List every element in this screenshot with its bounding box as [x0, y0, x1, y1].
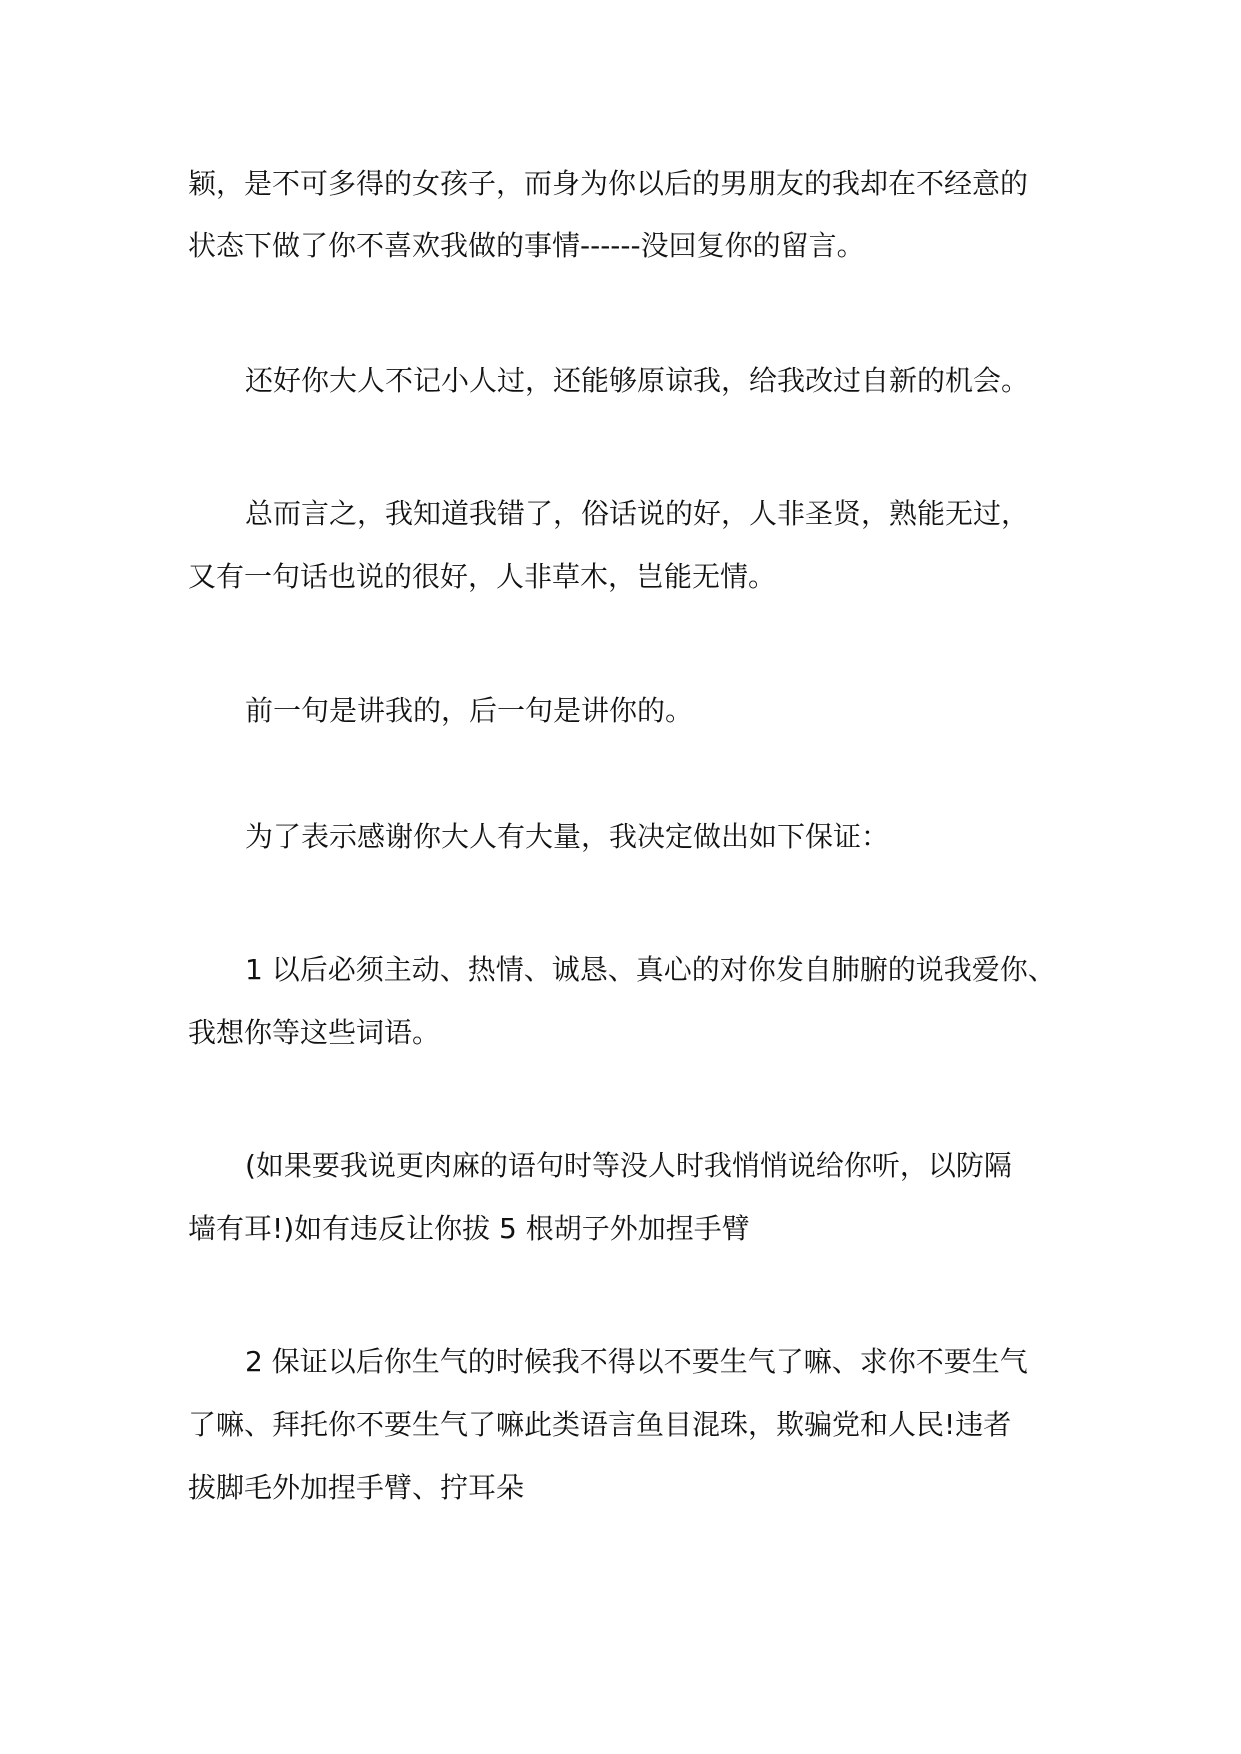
paragraph-5-line-1: 为了表示感谢你大人有大量，我决定做出如下保证： [245, 820, 890, 853]
paragraph-8-line-1: 2 保证以后你生气的时候我不得以不要生气了嘛、求你不要生气 [245, 1345, 1028, 1378]
paragraph-8-line-3: 拔脚毛外加捏手臂、拧耳朵 [188, 1471, 525, 1504]
paragraph-3-line-1: 总而言之，我知道我错了，俗话说的好，人非圣贤，熟能无过， [245, 497, 1030, 530]
paragraph-2-line-1: 还好你大人不记小人过，还能够原谅我，给我改过自新的机会。 [245, 364, 1030, 397]
paragraph-1-line-1: 颖，是不可多得的女孩子，而身为你以后的男朋友的我却在不经意的 [188, 167, 1029, 200]
paragraph-3-line-2: 又有一句话也说的很好，人非草木，岂能无情。 [188, 560, 777, 593]
paragraph-4-line-1: 前一句是讲我的，后一句是讲你的。 [245, 694, 694, 727]
paragraph-8-line-2: 了嘛、拜托你不要生气了嘛此类语言鱼目混珠，欺骗党和人民!违者 [188, 1408, 1012, 1441]
paragraph-6-line-1: 1 以后必须主动、热情、诚恳、真心的对你发自肺腑的说我爱你、 [245, 953, 1056, 986]
paragraph-1-line-2: 状态下做了你不喜欢我做的事情------没回复你的留言。 [188, 229, 865, 262]
paragraph-7-line-2: 墙有耳!)如有违反让你拔 5 根胡子外加捏手臂 [188, 1212, 750, 1245]
paragraph-6-line-2: 我想你等这些词语。 [188, 1016, 441, 1049]
paragraph-7-line-1: (如果要我说更肉麻的语句时等没人时我悄悄说给你听，以防隔 [245, 1149, 1012, 1182]
